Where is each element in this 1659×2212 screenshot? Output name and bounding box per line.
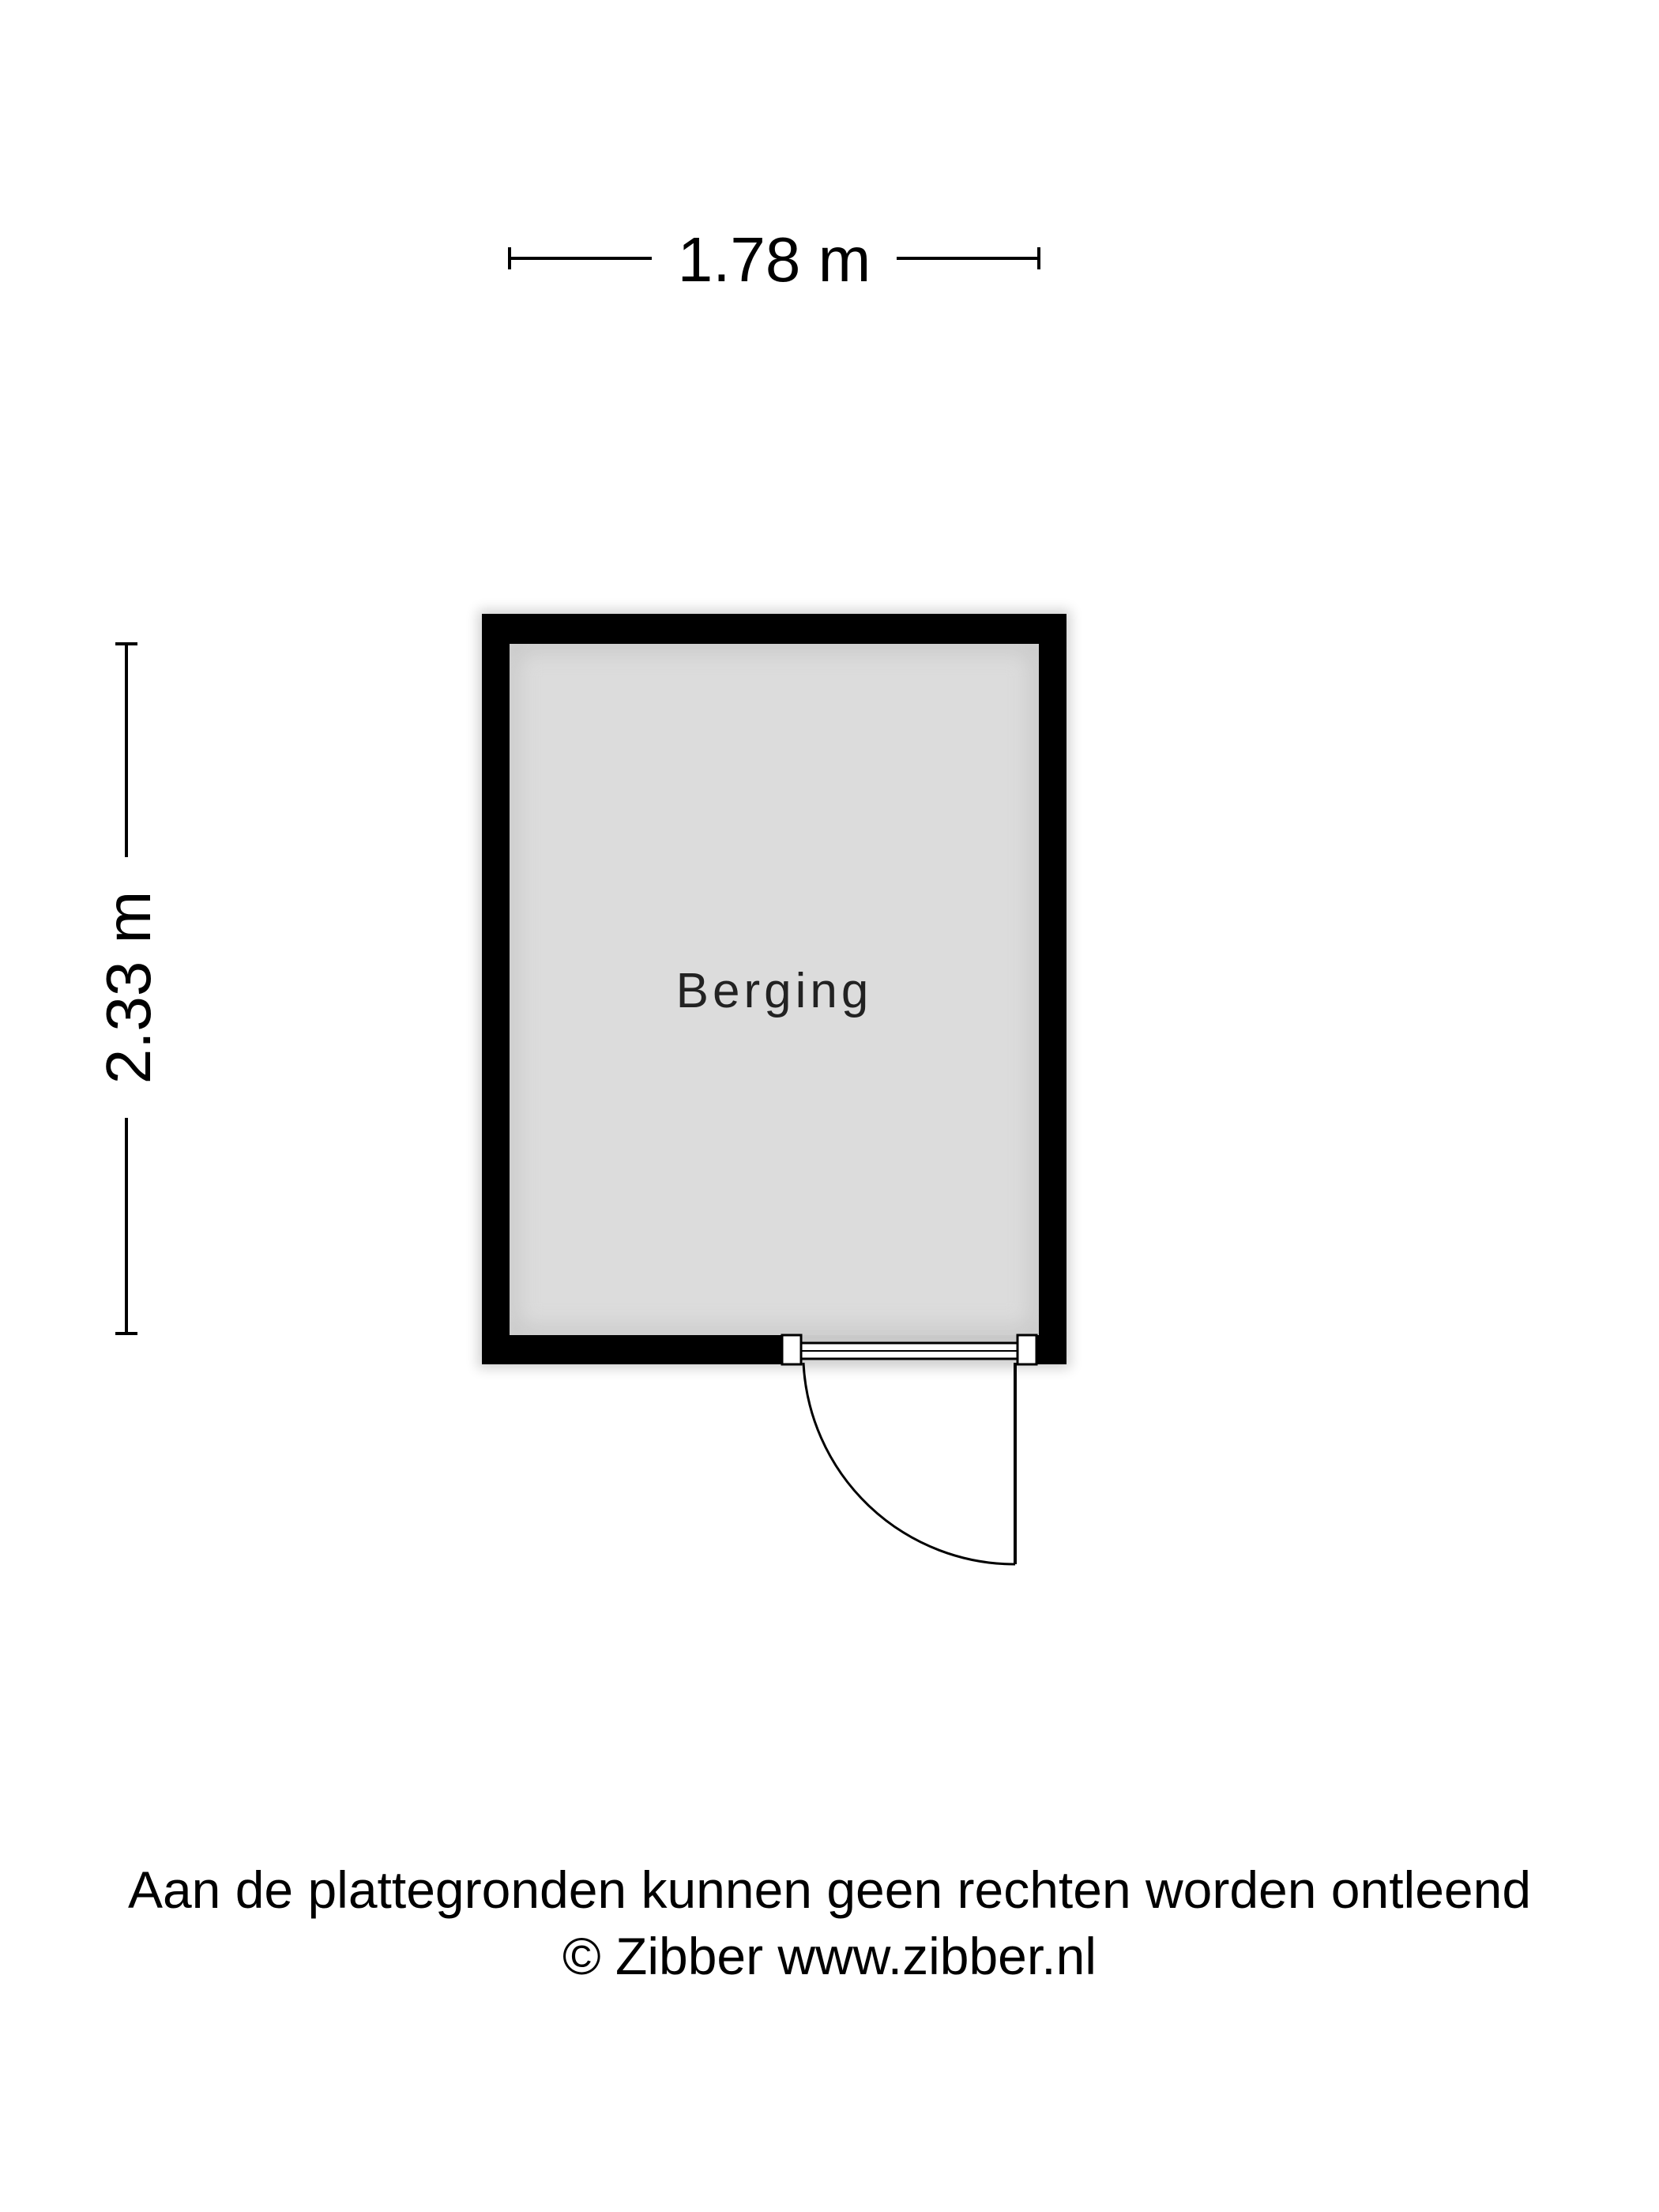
width-dimension — [510, 224, 1039, 295]
room-label: Berging — [675, 964, 873, 1018]
door-swing-arc — [803, 1363, 1015, 1564]
wall-right — [1039, 614, 1066, 1364]
room-berging — [478, 610, 1070, 1564]
width-dimension-label: 1.78 m — [677, 224, 871, 295]
height-dimension — [93, 644, 164, 1334]
door-frame-right — [1018, 1335, 1036, 1364]
copyright-text: © Zibber www.zibber.nl — [562, 1927, 1097, 1985]
wall-top — [482, 614, 1066, 644]
wall-left — [482, 614, 510, 1364]
door-frame-left — [782, 1335, 801, 1364]
wall-bottom-right — [1036, 1335, 1066, 1364]
wall-bottom-left — [482, 1335, 782, 1364]
door — [782, 1335, 1036, 1564]
height-dimension-label: 2.33 m — [93, 890, 164, 1085]
disclaimer-text: Aan de plattegronden kunnen geen rechten worden ontleend — [127, 1860, 1532, 1919]
